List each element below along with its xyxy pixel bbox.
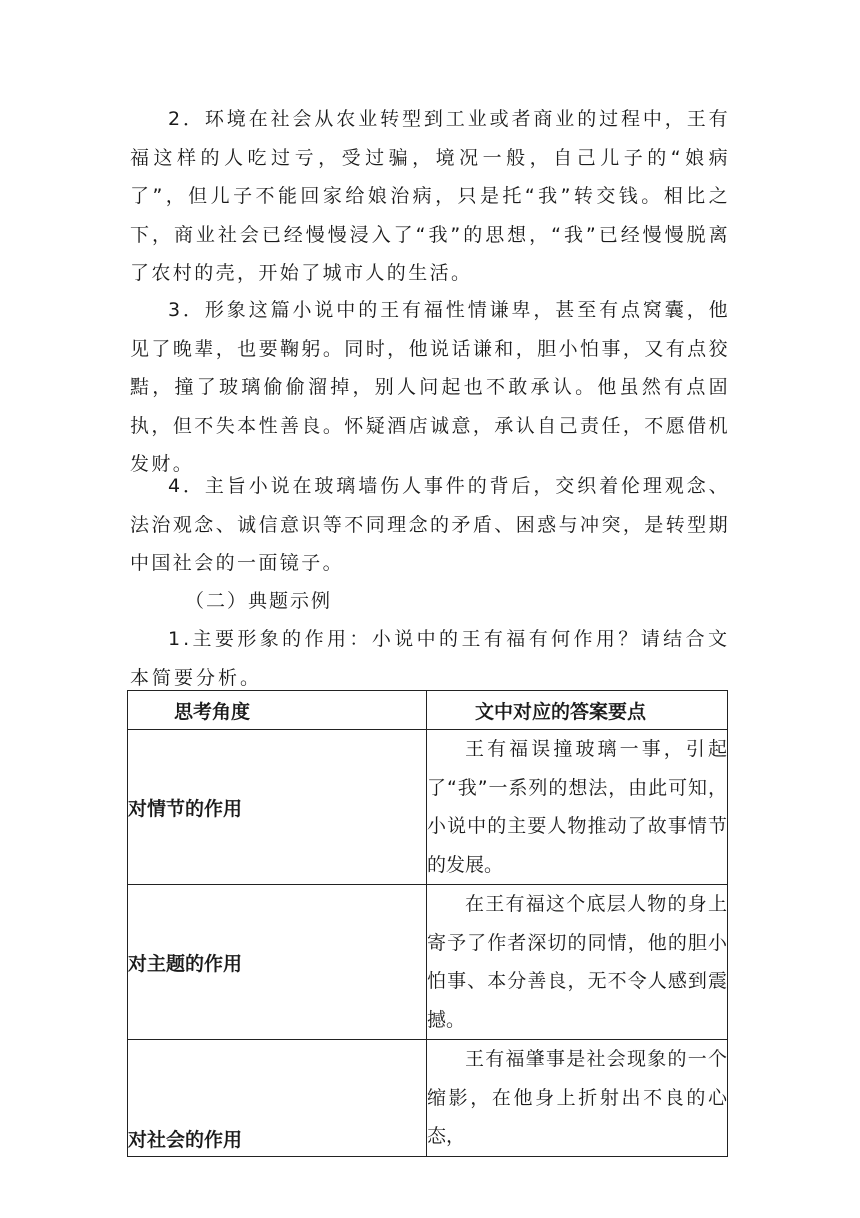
table-cell-angle: 对主题的作用 [128, 885, 427, 1040]
paragraph-character: 3．形象这篇小说中的王有福性情谦卑，甚至有点窝囊，他见了晚辈，也要鞠躬。同时，他说话谦和，胆小怕事，又有点狡黠，撞了玻璃偷偷溜掉，别人问起也不敢承认。他虽然有点固执，但不失本性善良。怀疑酒店诚意，承认自己责任，不愿借机发财。 [130, 299, 730, 475]
table-header-row [128, 691, 728, 730]
table-row [128, 730, 728, 885]
answer-table [127, 690, 728, 1157]
example-question: 1.主要形象的作用：小说中的王有福有何作用？请结合文本简要分析。 [130, 628, 730, 689]
paragraph-theme: 4．主旨小说在玻璃墙伤人事件的背后，交织着伦理观念、法治观念、诚信意识等不同理念的矛盾、困惑与冲突，是转型期中国社会的一面镜子。 [130, 475, 730, 574]
table-cell-angle: 对社会的作用 [128, 1040, 427, 1157]
table-header-angle: 思考角度 [128, 691, 427, 730]
paragraph-environment: 2．环境在社会从农业转型到工业或者商业的过程中，王有福这样的人吃过亏，受过骗，境况一般，自己儿子的“娘病了”，但儿子不能回家给娘治病，只是托“我”转交钱。相比之下，商业社会已经慢慢浸入了“我”的思想，“我”已经慢慢脱离了农村的壳，开始了城市人的生活。 [130, 108, 730, 284]
table-cell-answer: 王有福误撞玻璃一事，引起了“我”一系列的想法，由此可知，小说中的主要人物推动了故事情节的发展。 [427, 730, 728, 885]
table-header-answer: 文中对应的答案要点 [427, 691, 728, 730]
table-cell-angle: 对情节的作用 [128, 730, 427, 885]
section-subheading: （二）典题示例 [185, 590, 333, 612]
table-row [128, 885, 728, 1040]
table-cell-answer: 王有福肇事是社会现象的一个缩影，在他身上折射出不良的心态， [427, 1040, 728, 1157]
table-cell-answer: 在王有福这个底层人物的身上寄予了作者深切的同情，他的胆小怕事、本分善良，无不令人感到震撼。 [427, 885, 728, 1040]
table-row [128, 1040, 728, 1157]
